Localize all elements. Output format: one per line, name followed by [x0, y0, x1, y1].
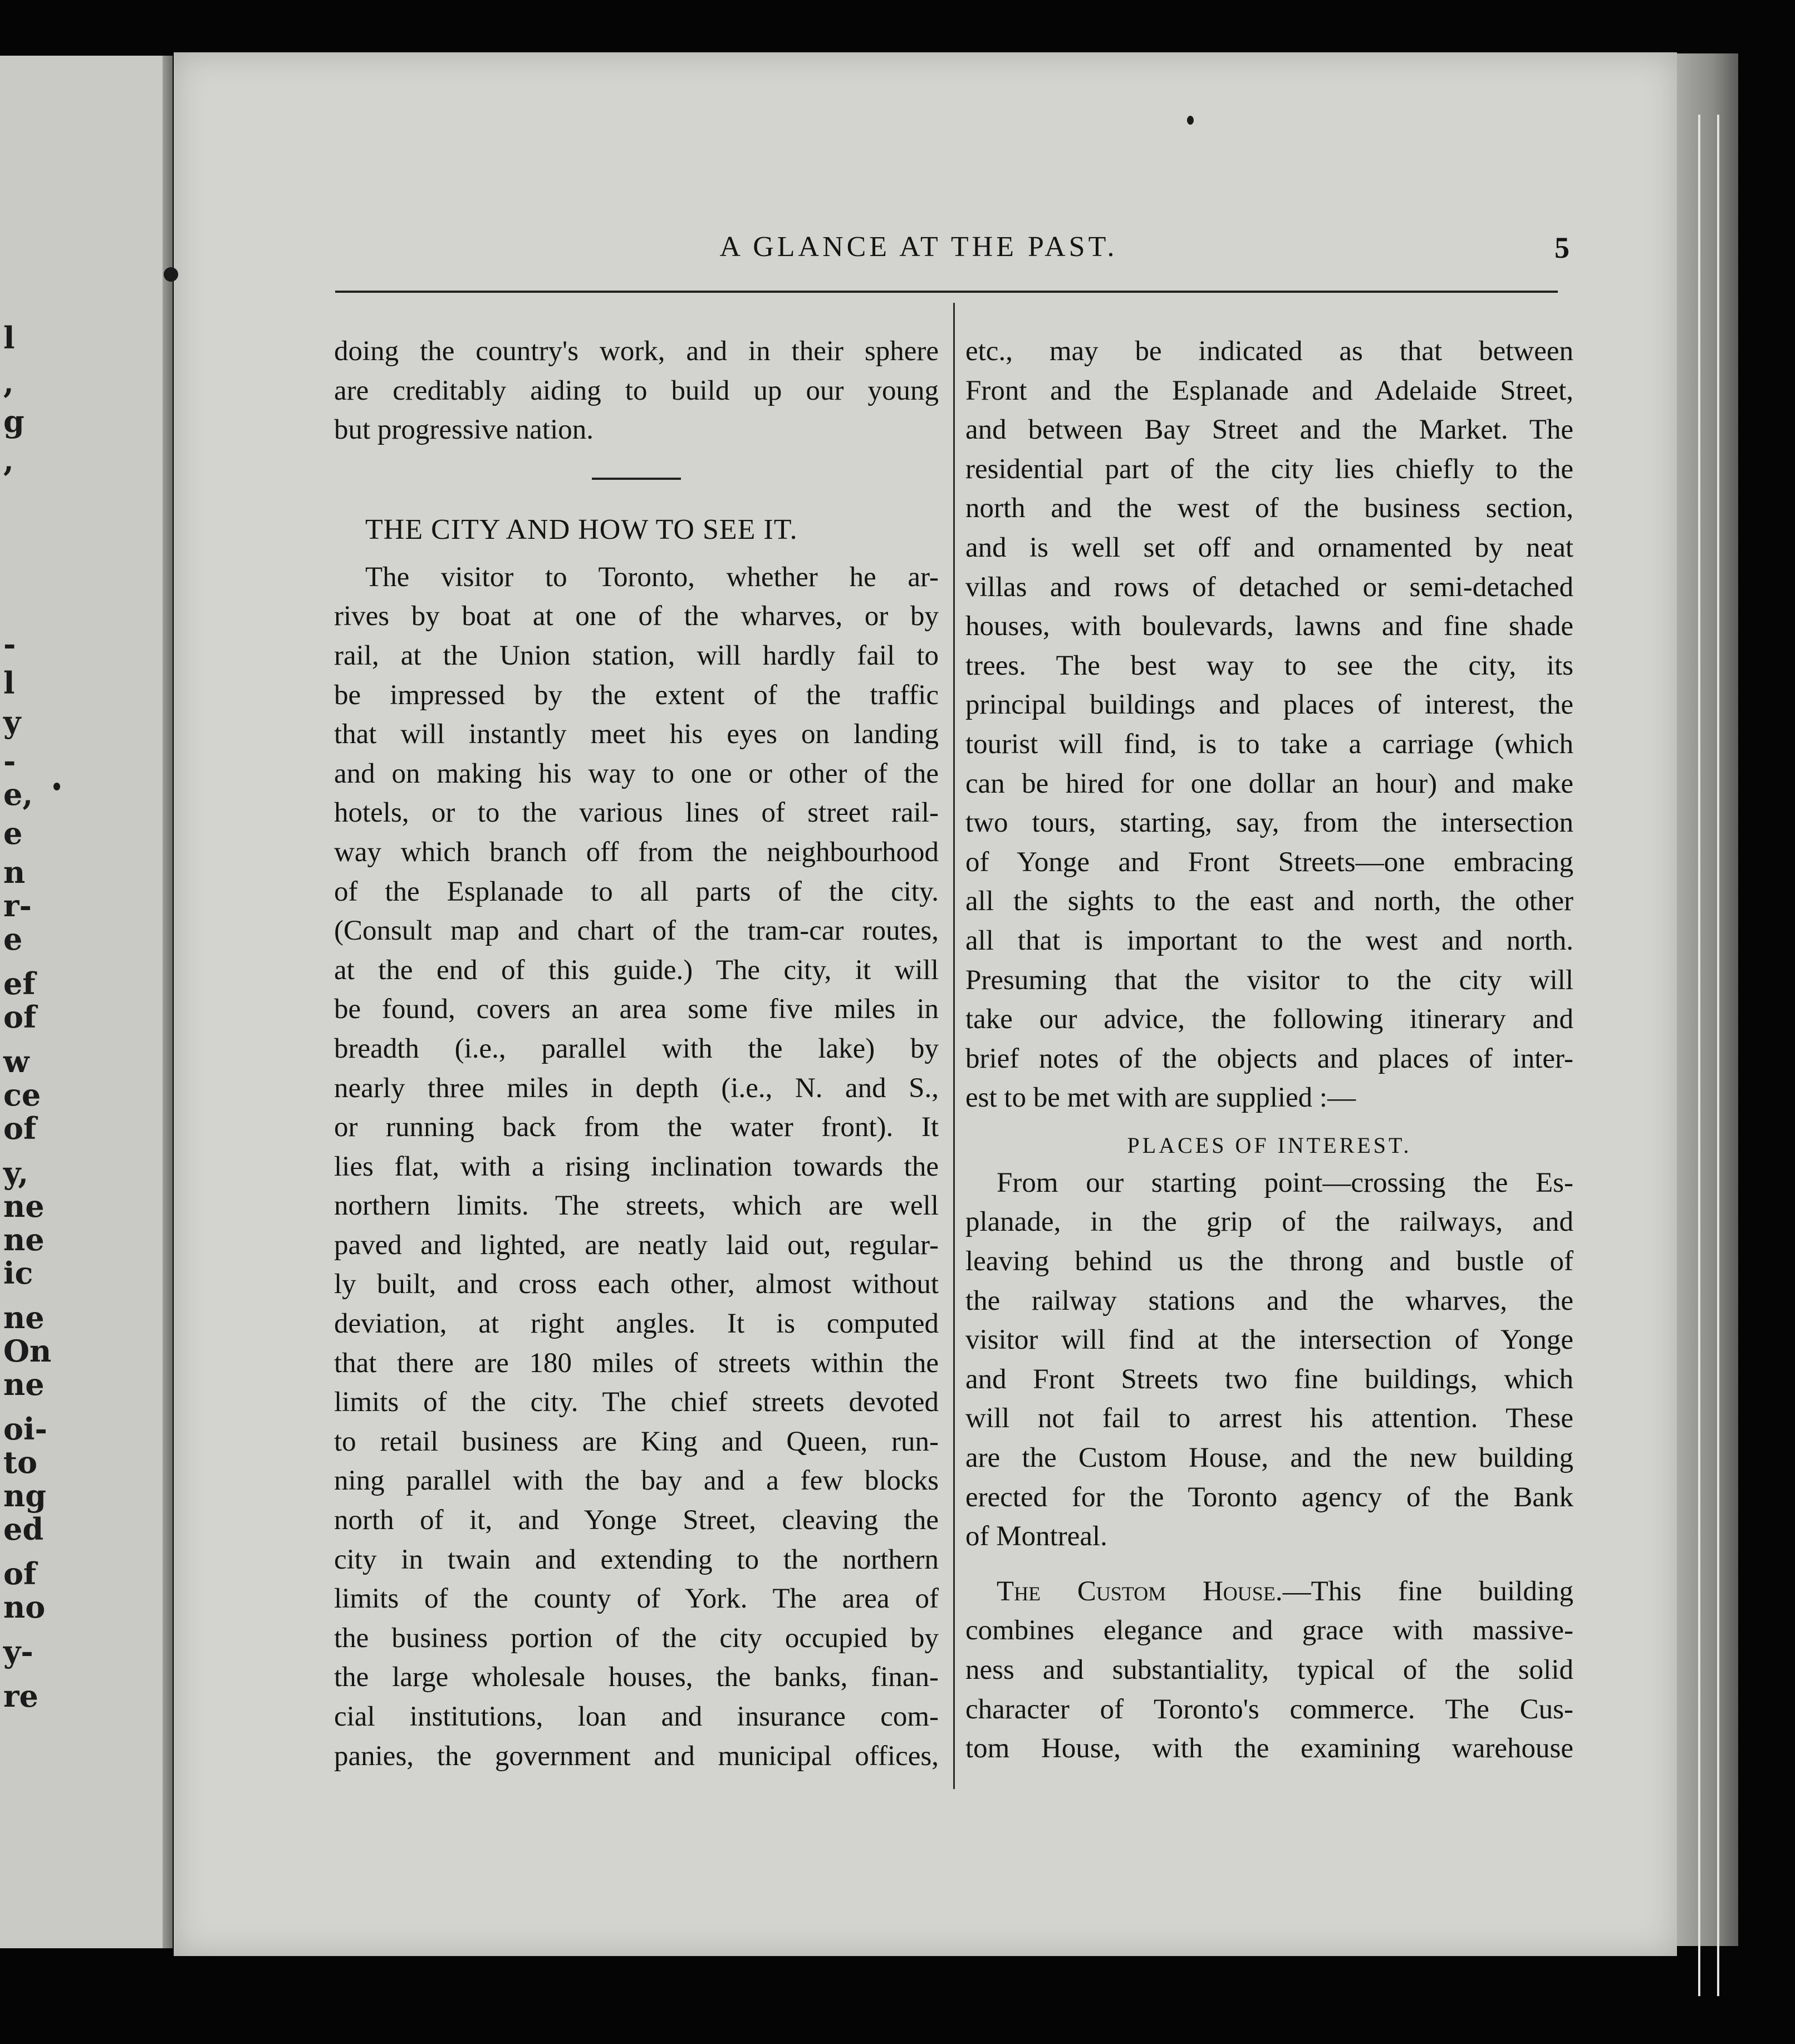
column-divider: [953, 303, 955, 1789]
previous-page-text-fragment: no: [3, 1589, 46, 1625]
previous-page-text-fragment: g: [3, 404, 24, 439]
text-line: etc., may be indicated as that between: [965, 336, 1573, 367]
previous-page-text-fragment: y: [3, 704, 21, 740]
previous-page-text-fragment: of: [3, 999, 37, 1035]
right-column: [965, 332, 1573, 1768]
custom-house-first-text: —This fine building: [1282, 1575, 1573, 1607]
previous-page-text-fragment: ,: [3, 365, 14, 400]
text-line: leaving behind us the throng and bustle of: [965, 1246, 1573, 1278]
previous-page-fragment: [0, 56, 173, 1948]
previous-page-text-fragment: ed: [3, 1511, 44, 1547]
text-line: limits of the county of York. The area of: [334, 1583, 939, 1615]
text-line: hotels, or to the various lines of street rail-: [334, 797, 939, 829]
intro-paragraph: [334, 332, 939, 450]
text-line: of Montreal.: [965, 1521, 1107, 1552]
ink-speck: [53, 783, 60, 790]
left-column: [334, 332, 939, 1776]
text-line: the large wholesale houses, the banks, finan-: [334, 1662, 939, 1693]
text-line: The visitor to Toronto, whether he ar-: [365, 561, 939, 593]
text-line: houses, with boulevards, lawns and fine shade: [965, 611, 1573, 642]
text-line: Front and the Esplanade and Adelaide Street,: [965, 375, 1573, 406]
text-line: combines elegance and grace with massive-: [965, 1615, 1573, 1647]
text-line: Presuming that the visitor to the city will: [965, 964, 1573, 996]
paragraph-gap: [965, 1556, 1573, 1572]
text-line: way which branch off from the neighbourhood: [334, 836, 939, 868]
running-title: A GLANCE AT THE PAST.: [719, 231, 1118, 263]
text-line: and on making his way to one or other of the: [334, 758, 939, 789]
custom-house-first-line: [965, 1572, 1573, 1611]
text-line: all that is important to the west and north.: [965, 925, 1573, 956]
header-rule: [335, 291, 1558, 293]
previous-page-text-fragment: y-: [3, 1634, 33, 1669]
previous-page-text-fragment: ce: [3, 1077, 41, 1113]
text-line: doing the country's work, and in their sphere: [334, 336, 939, 367]
page-stack-edge: [1677, 53, 1738, 1946]
previous-page-text-fragment: of: [3, 1556, 37, 1591]
previous-page-text-fragment: e: [3, 815, 23, 851]
text-line: (Consult map and chart of the tram-car routes,: [334, 915, 939, 947]
text-line: limits of the city. The chief streets devoted: [334, 1387, 939, 1418]
text-line: that there are 180 miles of streets within the: [334, 1347, 939, 1379]
text-line: lies flat, with a rising inclination towards the: [334, 1151, 939, 1182]
previous-page-text-fragment: ne: [3, 1188, 45, 1224]
text-line: to retail business are King and Queen, run-: [334, 1426, 939, 1457]
text-line: take our advice, the following itinerary and: [965, 1004, 1573, 1035]
text-line: erected for the Toronto agency of the Bank: [965, 1481, 1573, 1513]
text-line: northern limits. The streets, which are well: [334, 1190, 939, 1222]
previous-page-text-fragment: to: [3, 1444, 37, 1480]
text-line: that will instantly meet his eyes on landing: [334, 719, 939, 750]
previous-page-text-fragment: n: [3, 854, 26, 890]
text-line: all the sights to the east and north, the other: [965, 886, 1573, 917]
text-line: character of Toronto's commerce. The Cus-: [965, 1693, 1573, 1725]
text-line: or running back from the water front). It: [334, 1112, 939, 1143]
city-paragraph: [334, 558, 939, 1776]
places-paragraph: [965, 1163, 1573, 1556]
text-line: and between Bay Street and the Market. The: [965, 414, 1573, 446]
previous-page-text-fragment: ne: [3, 1222, 45, 1257]
previous-page-text-fragment: ne: [3, 1300, 45, 1335]
previous-page-text-fragment: oi-: [3, 1411, 47, 1447]
previous-page-text-fragment: ,: [3, 443, 14, 478]
text-line: principal buildings and places of interest, the: [965, 689, 1573, 721]
text-line: and Front Streets two fine buildings, which: [965, 1363, 1573, 1395]
text-line: be impressed by the extent of the traffic: [334, 679, 939, 711]
text-line: can be hired for one dollar an hour) and make: [965, 768, 1573, 799]
text-line: deviation, at right angles. It is computed: [334, 1308, 939, 1340]
text-line: cial institutions, loan and insurance com-: [334, 1701, 939, 1732]
text-line: planade, in the grip of the railways, and: [965, 1206, 1573, 1238]
previous-page-text-fragment: e,: [3, 777, 33, 812]
text-line: of Yonge and Front Streets—one embracing: [965, 846, 1573, 878]
text-line: will not fail to arrest his attention. These: [965, 1403, 1573, 1434]
previous-page-text-fragment: r-: [3, 888, 32, 923]
custom-house-title: The Custom House.: [997, 1575, 1283, 1607]
text-line: panies, the government and municipal offices,: [334, 1740, 939, 1772]
previous-page-text-fragment: ng: [3, 1478, 47, 1514]
text-line: north of it, and Yonge Street, cleaving the: [334, 1505, 939, 1536]
text-line: villas and rows of detached or semi-detached: [965, 571, 1573, 603]
ink-speck: [164, 267, 178, 282]
text-line: the business portion of the city occupied by: [334, 1622, 939, 1654]
previous-page-text-fragment: ic: [3, 1255, 33, 1291]
page-edge-line: [1698, 115, 1700, 1996]
text-line: the railway stations and the wharves, the: [965, 1285, 1573, 1316]
text-line: tom House, with the examining warehouse: [965, 1733, 1573, 1765]
previous-page-text-fragment: l: [3, 320, 15, 356]
text-line: two tours, starting, say, from the intersection: [965, 807, 1573, 839]
previous-page-text-fragment: On: [3, 1333, 52, 1369]
page-number: 5: [1554, 231, 1570, 264]
custom-house-paragraph: [965, 1611, 1573, 1768]
text-line: visitor will find at the intersection of Yonge: [965, 1324, 1573, 1356]
text-line: and is well set off and ornamented by neat: [965, 532, 1573, 563]
previous-page-text-fragment: e: [3, 921, 23, 957]
text-line: rail, at the Union station, will hardly fail to: [334, 640, 939, 671]
previous-page-text-fragment: ef: [3, 966, 36, 1001]
text-line: rives by boat at one of the wharves, or by: [334, 601, 939, 632]
text-line: paved and lighted, are neatly laid out, regular-: [334, 1229, 939, 1261]
text-line: From our starting point—crossing the Es-: [997, 1167, 1573, 1198]
previous-page-text-fragment: ne: [3, 1367, 45, 1402]
text-line: ness and substantiality, typical of the solid: [965, 1654, 1573, 1686]
text-line: residential part of the city lies chiefly to the: [965, 453, 1573, 485]
previous-page-text-fragment: w: [3, 1044, 30, 1079]
previous-page-text-fragment: of: [3, 1111, 37, 1146]
previous-page-text-fragment: -: [3, 626, 16, 662]
text-line: are the Custom House, and the new building: [965, 1442, 1573, 1474]
text-line: breadth (i.e., parallel with the lake) by: [334, 1033, 939, 1064]
text-line: brief notes of the objects and places of inter-: [965, 1043, 1573, 1074]
text-line: are creditably aiding to build up our young: [334, 375, 939, 406]
text-line: north and the west of the business section,: [965, 493, 1573, 524]
previous-page-text-fragment: l: [3, 665, 15, 701]
section-rule: [592, 478, 681, 480]
text-line: be found, covers an area some five miles in: [334, 994, 939, 1025]
text-line: of the Esplanade to all parts of the city.: [334, 876, 939, 907]
text-line: city in twain and extending to the northern: [334, 1544, 939, 1575]
section-heading: THE CITY AND HOW TO SEE IT.: [365, 513, 798, 546]
itinerary-paragraph: [965, 332, 1573, 1118]
previous-page-text-fragment: re: [3, 1678, 38, 1714]
previous-page-text-fragment: y,: [3, 1155, 29, 1191]
text-line: tourist will find, is to take a carriage (which: [965, 728, 1573, 760]
places-subheading: PLACES OF INTEREST.: [1127, 1132, 1412, 1158]
text-line: ning parallel with the bay and a few blocks: [334, 1465, 939, 1497]
text-line: trees. The best way to see the city, its: [965, 650, 1573, 681]
text-line: est to be met with are supplied :—: [965, 1082, 1356, 1114]
ink-speck: [1187, 116, 1194, 125]
text-line: at the end of this guide.) The city, it will: [334, 954, 939, 986]
text-line: ly built, and cross each other, almost without: [334, 1269, 939, 1300]
previous-page-text-fragment: -: [3, 743, 16, 779]
text-line: but progressive nation.: [334, 414, 594, 446]
text-line: nearly three miles in depth (i.e., N. and S.,: [334, 1072, 939, 1104]
page-fold: [163, 56, 173, 1948]
page-edge-line: [1717, 115, 1719, 1996]
